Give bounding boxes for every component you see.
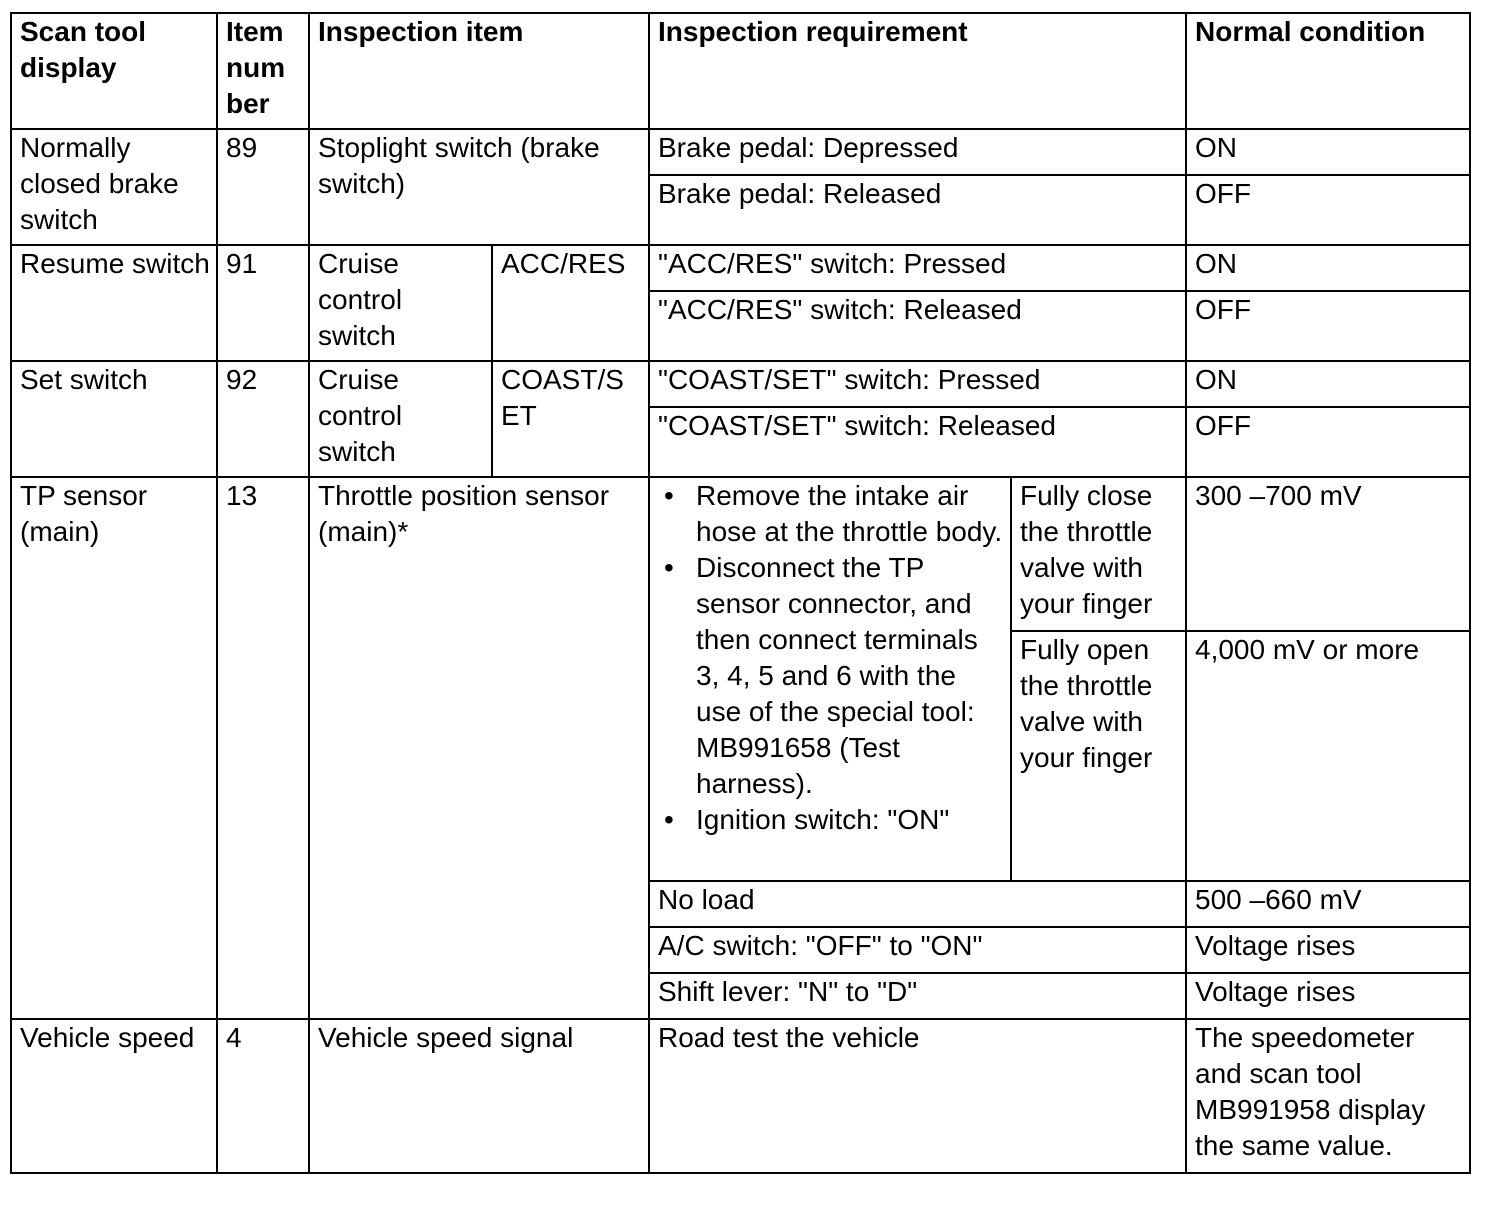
item-number-cell: 91 xyxy=(217,245,309,361)
requirement-cell: Fully close the throttle valve with your finger xyxy=(1011,477,1186,631)
switch-position-cell: ACC/RES xyxy=(492,245,649,361)
list-item: • Ignition switch: "ON" xyxy=(656,802,1004,838)
header-normal-condition: Normal condition xyxy=(1186,13,1470,129)
condition-cell: ON xyxy=(1186,245,1470,291)
scan-display-cell: TP sensor (main) xyxy=(11,477,217,1019)
condition-cell: 500 –660 mV xyxy=(1186,881,1470,927)
preparation-steps-list xyxy=(656,478,1004,838)
requirement-cell: "ACC/RES" switch: Pressed xyxy=(649,245,1186,291)
list-item: • Remove the intake air hose at the throttle body. xyxy=(656,478,1004,550)
item-number-cell: 89 xyxy=(217,129,309,245)
header-inspection-item: Inspection item xyxy=(309,13,649,129)
table-row xyxy=(11,1019,1470,1173)
item-number-cell: 4 xyxy=(217,1019,309,1173)
condition-cell: 4,000 mV or more xyxy=(1186,631,1470,881)
list-item: • Disconnect the TP sensor connector, and then connect terminals 3, 4, 5 and 6 with the use of the special tool: MB991658 (Test harness). xyxy=(656,550,1004,802)
condition-cell: OFF xyxy=(1186,291,1470,361)
condition-cell: 300 –700 mV xyxy=(1186,477,1470,631)
header-scan-tool-display: Scan tool display xyxy=(11,13,217,129)
scan-display-cell: Set switch xyxy=(11,361,217,477)
requirement-cell: Fully open the throttle valve with your finger xyxy=(1011,631,1186,881)
scan-display-cell: Vehicle speed xyxy=(11,1019,217,1173)
condition-cell: OFF xyxy=(1186,175,1470,245)
inspection-item-cell: Cruise control switch xyxy=(309,245,492,361)
requirement-cell: A/C switch: "OFF" to "ON" xyxy=(649,927,1186,973)
requirement-cell: "ACC/RES" switch: Released xyxy=(649,291,1186,361)
condition-cell: Voltage rises xyxy=(1186,927,1470,973)
table-row xyxy=(11,245,1470,291)
requirement-cell: "COAST/SET" switch: Pressed xyxy=(649,361,1186,407)
requirement-cell: Road test the vehicle xyxy=(649,1019,1186,1173)
preparation-steps-cell xyxy=(649,477,1011,881)
item-number-cell: 92 xyxy=(217,361,309,477)
inspection-item-cell: Cruise control switch xyxy=(309,361,492,477)
inspection-item-cell: Vehicle speed signal xyxy=(309,1019,649,1173)
condition-cell: ON xyxy=(1186,361,1470,407)
header-item-number: Item num ber xyxy=(217,13,309,129)
condition-cell: ON xyxy=(1186,129,1470,175)
item-number-cell: 13 xyxy=(217,477,309,1019)
condition-cell: OFF xyxy=(1186,407,1470,477)
requirement-cell: "COAST/SET" switch: Released xyxy=(649,407,1186,477)
condition-cell: Voltage rises xyxy=(1186,973,1470,1019)
switch-position-cell: COAST/S ET xyxy=(492,361,649,477)
requirement-cell: Brake pedal: Released xyxy=(649,175,1186,245)
inspection-table xyxy=(10,12,1471,1174)
table-row xyxy=(11,361,1470,407)
header-row xyxy=(11,13,1470,129)
table-row xyxy=(11,129,1470,175)
scan-display-cell: Resume switch xyxy=(11,245,217,361)
scan-display-cell: Normally closed brake switch xyxy=(11,129,217,245)
requirement-cell: Shift lever: "N" to "D" xyxy=(649,973,1186,1019)
inspection-item-cell: Stoplight switch (brake switch) xyxy=(309,129,649,245)
inspection-item-cell: Throttle position sensor (main)* xyxy=(309,477,649,1019)
requirement-cell: No load xyxy=(649,881,1186,927)
header-inspection-requirement: Inspection requirement xyxy=(649,13,1186,129)
table-row xyxy=(11,477,1470,631)
condition-cell: The speedometer and scan tool MB991958 display the same value. xyxy=(1186,1019,1470,1173)
requirement-cell: Brake pedal: Depressed xyxy=(649,129,1186,175)
